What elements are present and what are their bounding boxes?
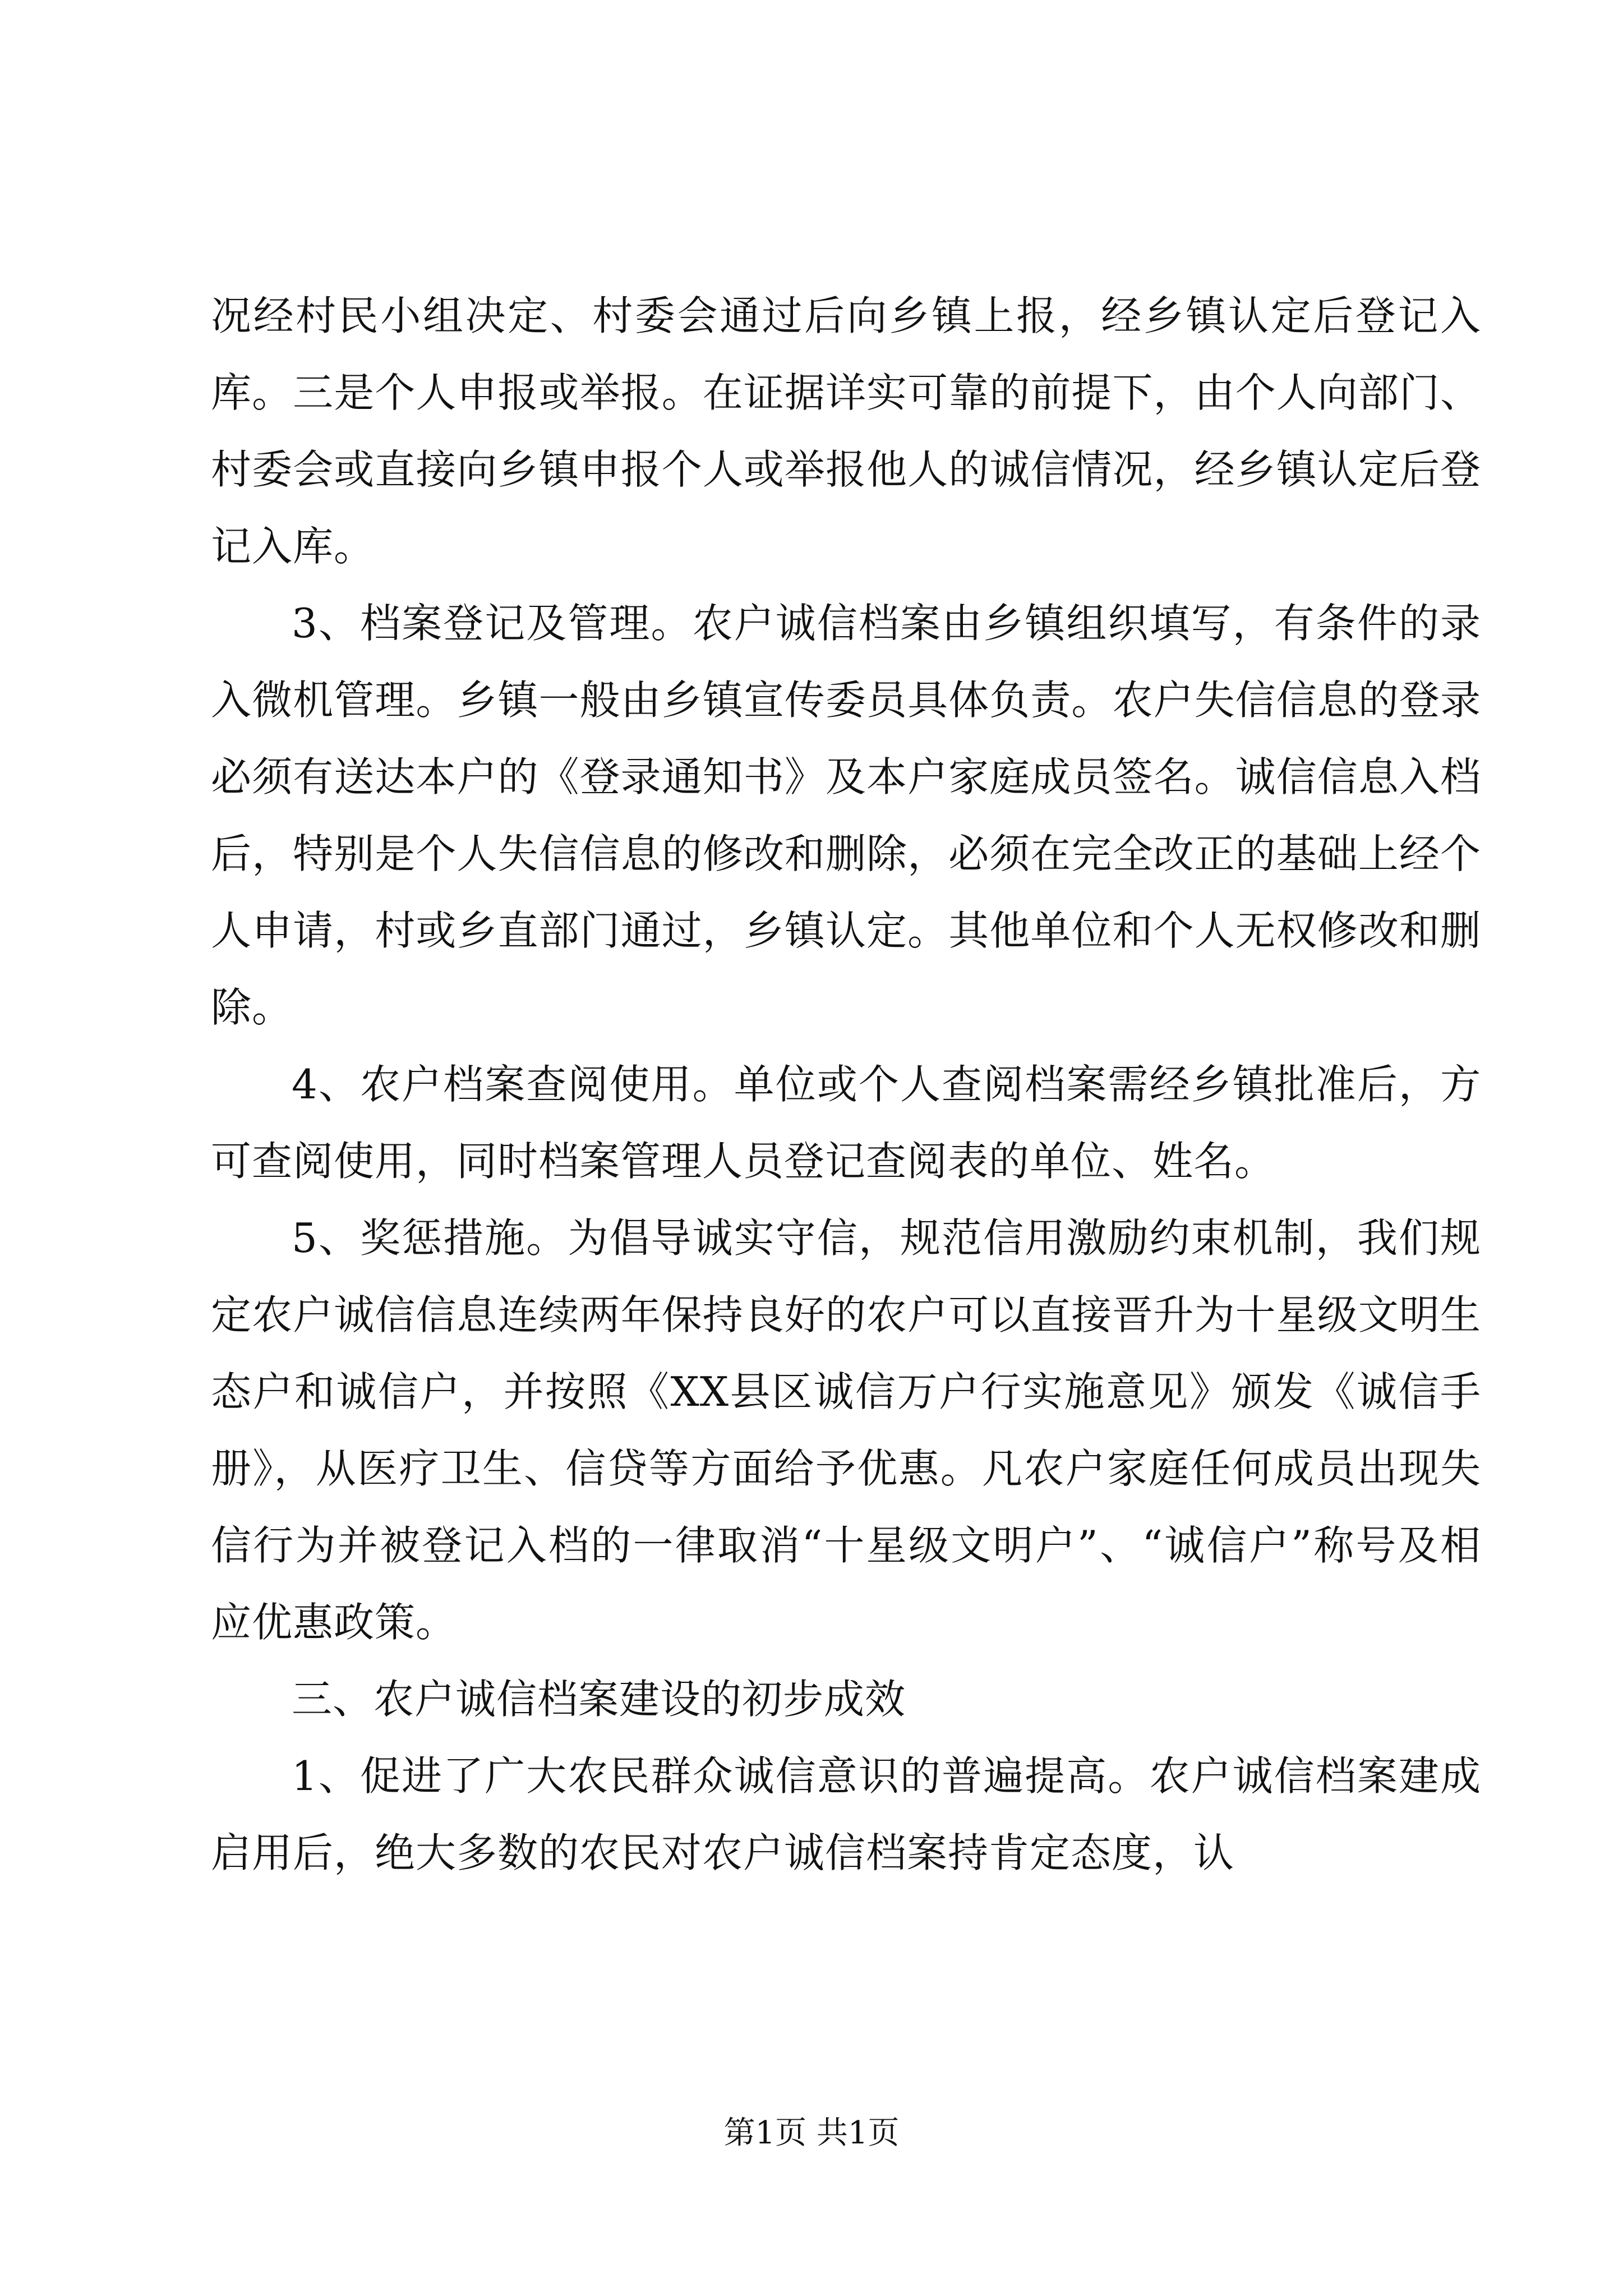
page-number-label: 第1页 共1页 [723, 2115, 900, 2151]
paragraph-continuation: 况经村民小组决定、村委会通过后向乡镇上报，经乡镇认定后登记入库。三是个人申报或举报。在证据详实可靠的前提下，由个人向部门、村委会或直接向乡镇申报个人或举报他人的诚信情况，经乡镇认定后登记入库。 [211, 292, 1481, 570]
page-footer [0, 2114, 1623, 2153]
paragraph-results-1: 1、促进了广大农民群众诚信意识的普遍提高。农户诚信档案建成启用后，绝大多数的农民对农户诚信档案持肯定态度，认 [211, 1752, 1481, 1876]
section-heading: 三、农户诚信档案建设的初步成效 [292, 1676, 906, 1723]
document-body [211, 278, 1481, 1892]
paragraph-archive-access: 4、农户档案查阅使用。单位或个人查阅档案需经乡镇批准后，方可查阅使用，同时档案管理人员登记查阅表的单位、姓名。 [211, 1061, 1481, 1185]
paragraph-archive-registration: 3、档案登记及管理。农户诚信档案由乡镇组织填写，有条件的录入微机管理。乡镇一般由乡镇宣传委员具体负责。农户失信信息的登录必须有送达本户的《登录通知书》及本户家庭成员签名。诚信信息入档后，特别是个人失信信息的修改和删除，必须在完全改正的基础上经个人申请，村或乡直部门通过，乡镇认定。其他单位和个人无权修改和删除。 [211, 600, 1481, 1031]
paragraph-rewards-penalties: 5、奖惩措施。为倡导诚实守信，规范信用激励约束机制，我们规定农户诚信信息连续两年保持良好的农户可以直接晋升为十星级文明生态户和诚信户，并按照《XX县区诚信万户行实施意见》颁发《诚信手册》，从医疗卫生、信贷等方面给予优惠。凡农户家庭任何成员出现失信行为并被登记入档的一律取消“十星级文明户”、“诚信户”称号及相应优惠政策。 [211, 1214, 1481, 1646]
